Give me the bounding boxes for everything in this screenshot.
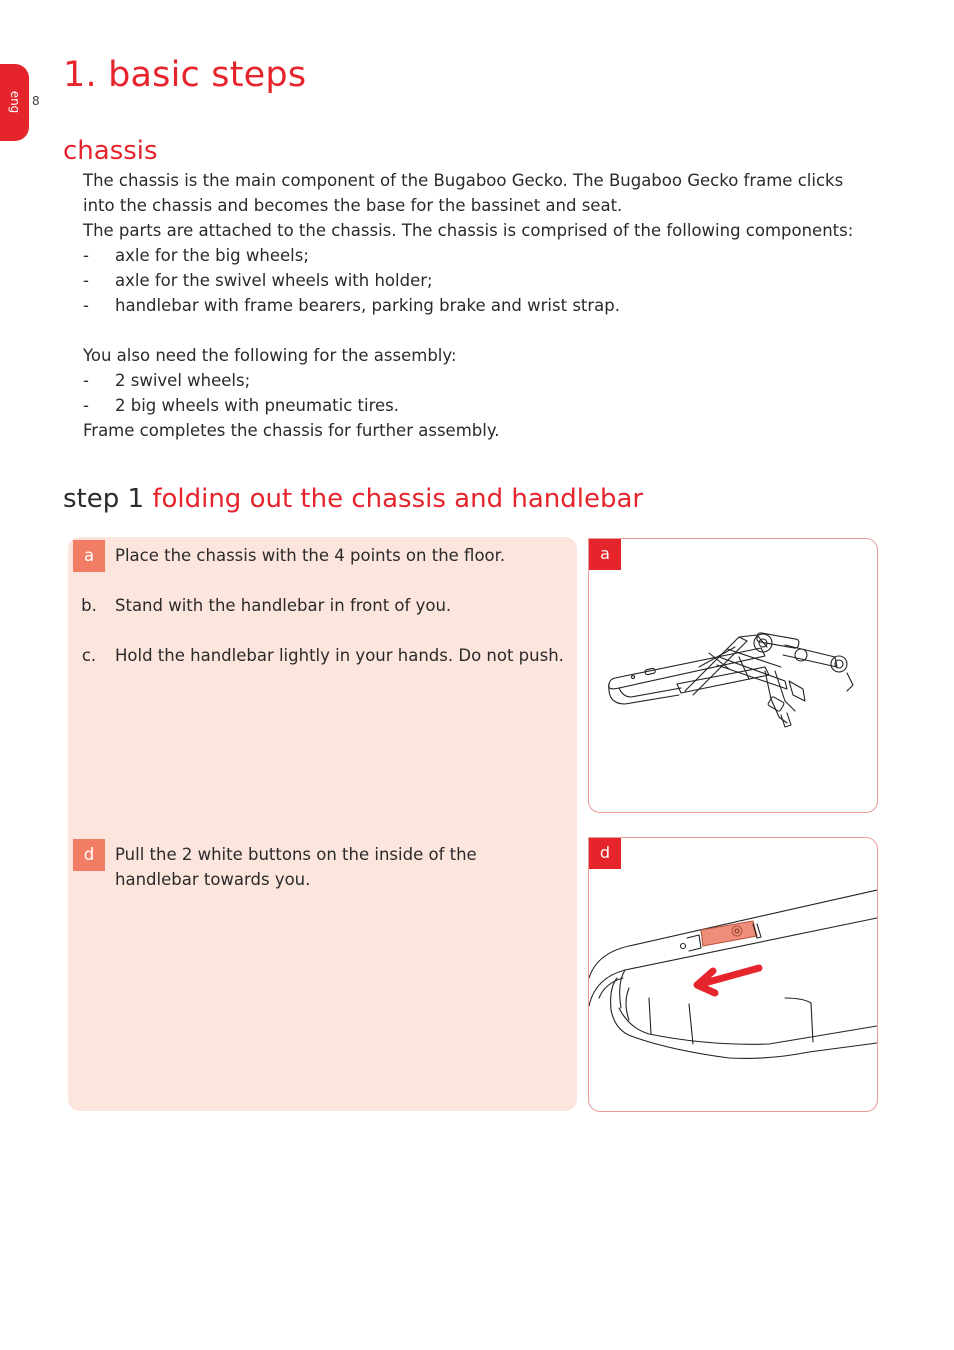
handlebar-button-illustration: [589, 838, 877, 1111]
folded-chassis-illustration: [589, 539, 877, 812]
assembly-intro: You also need the following for the assembly:: [83, 346, 457, 365]
list-item: - axle for the big wheels;: [83, 246, 309, 265]
list-item: - handlebar with frame bearers, parking brake and wrist strap.: [83, 296, 621, 315]
list-item: - 2 swivel wheels;: [83, 371, 251, 390]
instruction-a: [73, 543, 565, 572]
figure-label: a: [589, 539, 621, 570]
instruction-panel: [68, 537, 577, 1111]
figure-a: [588, 538, 878, 813]
instruction-text: Stand with the handlebar in front of you.: [115, 596, 452, 615]
closing-text: Frame completes the chassis for further assembly.: [83, 421, 500, 440]
page-title: 1. basic steps: [63, 55, 307, 95]
step-marker: c.: [81, 646, 97, 665]
chassis-heading: chassis: [63, 136, 158, 166]
figure-d: [588, 837, 878, 1112]
list-item: - axle for the swivel wheels with holder;: [83, 271, 433, 290]
intro-paragraph: The chassis is the main component of the Bugaboo Gecko. The Bugaboo Gecko frame clicks into the chassis and becomes the base for the bassinet and seat.: [83, 171, 844, 215]
language-label: eng: [8, 90, 22, 114]
step-heading: [63, 484, 643, 514]
list-item: - 2 big wheels with pneumatic tires.: [83, 396, 400, 415]
step-marker: d: [73, 839, 105, 871]
chassis-description: [83, 168, 873, 443]
instruction-text: Pull the 2 white buttons on the inside of the handlebar towards you.: [115, 845, 477, 889]
step-marker: b.: [81, 596, 97, 615]
step-number: step 1: [63, 484, 145, 514]
step-title: folding out the chassis and handlebar: [152, 484, 644, 514]
instruction-b: [73, 593, 565, 622]
instruction-d: [73, 842, 565, 892]
instruction-text: Hold the handlebar lightly in your hands. Do not push.: [115, 646, 564, 665]
step-marker: a: [73, 540, 105, 572]
intro-paragraph: The parts are attached to the chassis. The chassis is comprised of the following components:: [83, 221, 854, 240]
instruction-c: [73, 643, 565, 672]
page-number: 8: [32, 94, 40, 108]
language-tab: [0, 64, 29, 141]
figure-label: d: [589, 838, 621, 869]
instruction-text: Place the chassis with the 4 points on the floor.: [115, 546, 506, 565]
